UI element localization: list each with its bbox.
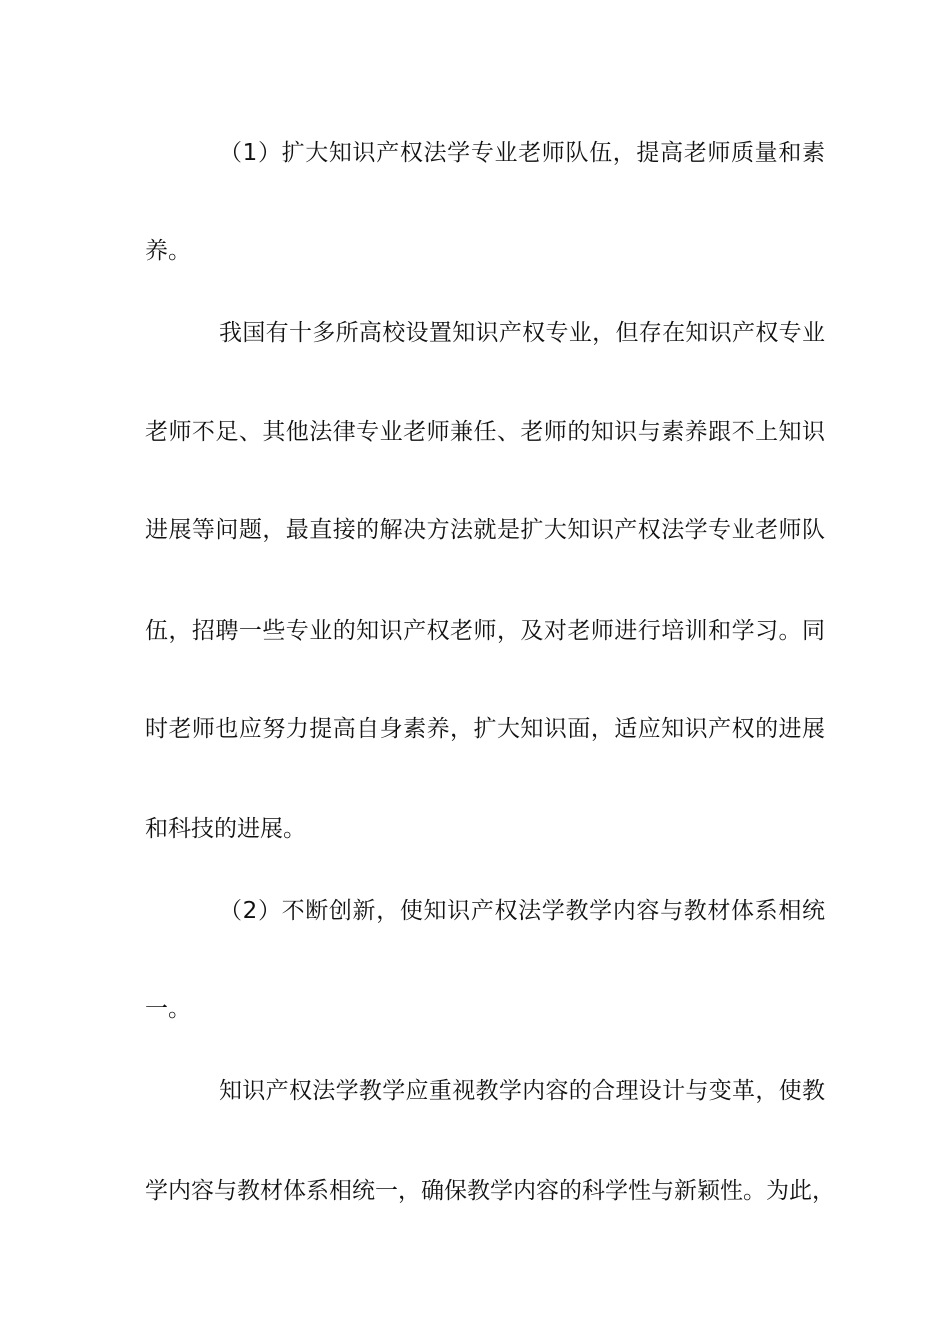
paragraph-1-line-3: 进展等问题，最直接的解决方法就是扩大知识产权法学专业老师队 <box>145 517 825 543</box>
paragraph-1-line-4: 伍，招聘一些专业的知识产权老师，及对老师进行培训和学习。同 <box>145 618 825 644</box>
paragraph-2-line-1: 知识产权法学教学应重视教学内容的合理设计与变革，使教 <box>219 1078 825 1104</box>
paragraph-1-line-1: 我国有十多所高校设置知识产权专业，但存在知识产权专业 <box>219 320 825 346</box>
heading-2-line-2: 一。 <box>145 996 191 1022</box>
paragraph-1-line-6: 和科技的进展。 <box>145 816 306 842</box>
paragraph-1-line-5: 时老师也应努力提高自身素养，扩大知识面，适应知识产权的进展 <box>145 716 825 742</box>
paragraph-2-line-2: 学内容与教材体系相统一，确保教学内容的科学性与新颖性。为此， <box>145 1178 835 1204</box>
heading-2-line-1: （2）不断创新，使知识产权法学教学内容与教材体系相统 <box>219 898 825 924</box>
heading-1-line-1: （1）扩大知识产权法学专业老师队伍，提高老师质量和素 <box>219 140 825 166</box>
paragraph-1-line-2: 老师不足、其他法律专业老师兼任、老师的知识与素养跟不上知识 <box>145 419 825 445</box>
heading-1-line-2: 养。 <box>145 238 191 264</box>
